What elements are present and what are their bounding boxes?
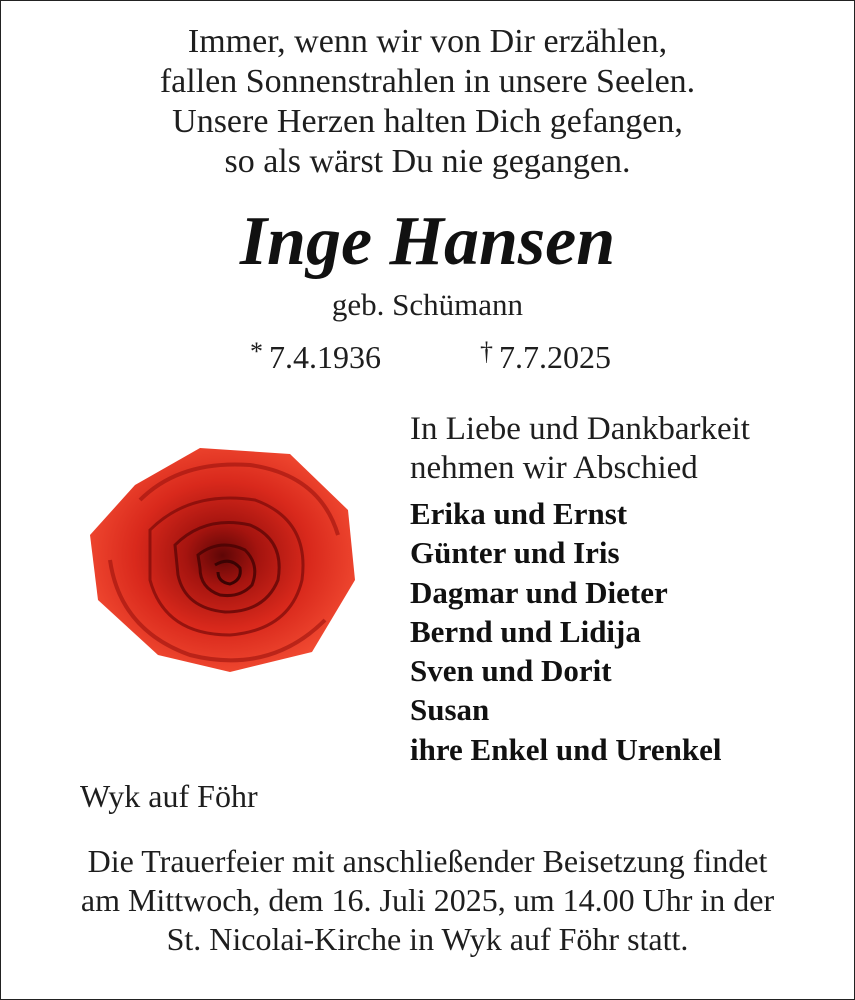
poem-line: Immer, wenn wir von Dir erzählen, [187, 23, 668, 60]
birth-date: 7.4.1936 [269, 339, 381, 375]
family-member: Sven und Dorit [410, 653, 612, 689]
poem-line: so als wärst Du nie gegangen. [224, 143, 631, 180]
poem-line: Unsere Herzen halten Dich gefangen, [172, 103, 683, 140]
funeral-notice [0, 842, 855, 959]
family-member: Erika und Ernst [410, 496, 628, 531]
death-date-group [480, 332, 611, 377]
death-date: 7.7.2025 [499, 339, 611, 375]
family-member: ihre Enkel und Urenkel [410, 731, 722, 767]
poem [0, 22, 855, 182]
family-member: Susan [410, 692, 490, 728]
place: Wyk auf Föhr [80, 778, 258, 814]
death-cross-mark: † [480, 337, 493, 366]
funeral-line: Die Trauerfeier mit anschließender Beisetzung findet [87, 843, 768, 879]
deceased-name: Inge Hansen [239, 203, 616, 280]
family-list [410, 494, 722, 769]
birth-name: geb. Schümann [331, 287, 524, 322]
funeral-line: St. Nicolai-Kirche in Wyk auf Föhr statt. [166, 921, 689, 957]
family-member: Dagmar und Dieter [410, 574, 668, 610]
family-member: Günter und Iris [410, 535, 620, 571]
farewell-line: nehmen wir Abschied [410, 450, 698, 486]
farewell-text [410, 410, 750, 488]
family-member: Bernd und Lidija [410, 613, 641, 649]
funeral-line: am Mittwoch, dem 16. Juli 2025, um 14.00 Uhr in der [80, 882, 775, 918]
farewell-line: In Liebe und Dankbarkeit [410, 411, 750, 447]
red-rose-icon [80, 440, 370, 680]
poem-line: fallen Sonnenstrahlen in unsere Seelen. [159, 63, 696, 100]
birth-date-group [250, 332, 381, 377]
birth-star-mark: * [250, 337, 263, 366]
